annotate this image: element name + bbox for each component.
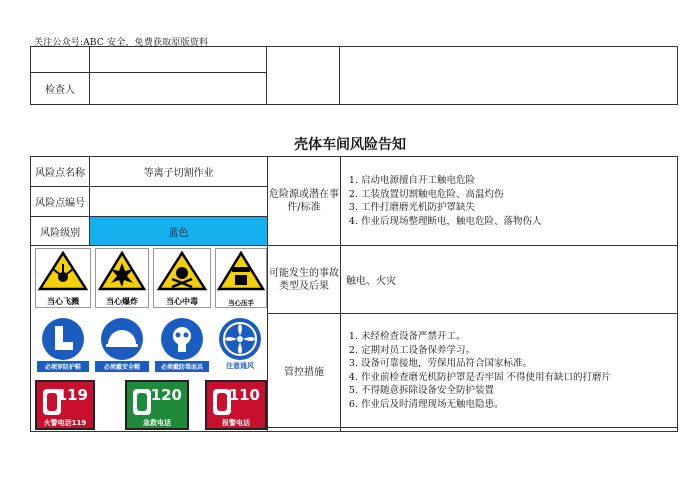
measure-item: 4. 作业前检查磨光机防护罩是否牢固 不得使用有缺口的打磨片	[361, 371, 677, 385]
label-hazard-source: 危险源或潜在事件/标准	[268, 157, 341, 246]
emergency-number: 120	[150, 386, 182, 404]
label-risk-level: 风险级别	[31, 217, 90, 246]
label-risk-point-name: 风险点名称	[31, 157, 90, 187]
value-risk-point-name: 等离子切割作业	[90, 157, 268, 187]
sign-label: 必须穿防护鞋	[37, 361, 89, 372]
header-note: 关注公众号:ABC 安全，免费获取原版资料	[34, 38, 209, 48]
inspector-value[interactable]	[90, 73, 267, 105]
spacer-cell-a	[268, 427, 341, 431]
measure-item: 3. 设备可靠接地，劳保用品符合国家标准。	[361, 357, 677, 371]
sign-label: 当心中毒	[166, 297, 198, 306]
hand-crush-warning-icon	[216, 249, 266, 293]
sign-label: 当心飞溅	[47, 297, 79, 306]
sign-ventilation	[215, 316, 265, 372]
page-title: 壳体车间风险告知	[294, 137, 406, 153]
ventilation-fan-icon	[215, 316, 265, 362]
hazard-item: 4. 作业后现场整理断电，触电危险、落物伤人	[361, 215, 677, 229]
poison-warning-icon	[154, 249, 210, 293]
hazard-item: 2. 工装放置切割触电危险、高温灼伤	[361, 188, 677, 202]
measure-item: 2. 定期对员工设备保养学习。	[361, 344, 677, 358]
hazard-item: 3. 工件打磨磨光机防护罩缺失	[361, 201, 677, 215]
gas-mask-icon	[155, 316, 209, 362]
measure-item: 6. 作业后及时清理现场无触电隐患。	[361, 398, 677, 412]
label-control-measures: 管控措施	[268, 314, 341, 427]
emergency-label: 急救电话	[143, 419, 171, 427]
top-cell-empty-a	[31, 47, 90, 73]
sign-emergency-call	[35, 380, 95, 430]
emergency-label: 报警电话	[222, 419, 250, 427]
sign-label: 注意通风	[215, 360, 265, 372]
inspector-label: 检查人	[31, 73, 90, 105]
signs-grid	[31, 246, 267, 431]
safety-signs-area	[31, 246, 268, 432]
top-cell-empty-b	[90, 47, 267, 73]
hazard-item: 1. 启动电源擅自开工触电危险	[361, 174, 677, 188]
emergency-number: 119	[56, 386, 88, 404]
measure-list-cell	[341, 314, 678, 427]
sign-label: 必须戴安全帽	[95, 361, 149, 372]
measure-list	[345, 330, 677, 411]
value-possible-accidents: 触电、火灾	[341, 246, 678, 314]
sign-explosion	[95, 248, 149, 308]
top-cell-empty-d	[340, 47, 678, 105]
sign-gas-mask	[155, 316, 209, 372]
measure-item: 1. 未经检查设备严禁开工。	[361, 330, 677, 344]
sign-safety-shoes	[37, 316, 89, 372]
hazard-list	[345, 174, 677, 228]
sign-label: 当心爆炸	[106, 297, 138, 306]
sign-emergency-call	[125, 380, 189, 430]
spatter-warning-icon	[36, 249, 90, 293]
measure-item: 5. 不得随意拆除设备安全防护装置	[361, 384, 677, 398]
hazard-list-cell	[341, 157, 678, 246]
sign-spatter	[35, 248, 91, 308]
safety-helmet-icon	[95, 316, 149, 362]
emergency-label: 火警电话119	[43, 419, 87, 427]
value-risk-point-no	[90, 187, 268, 217]
top-cell-empty-c	[267, 47, 340, 105]
sign-poison	[153, 248, 211, 308]
safety-shoes-icon	[37, 316, 89, 362]
sign-label: 当心压手	[228, 299, 254, 307]
risk-table	[30, 156, 678, 432]
telephone-icon	[131, 387, 153, 417]
emergency-number: 110	[228, 386, 260, 404]
sign-label: 必须戴防毒面具	[155, 361, 209, 372]
sign-hand-crush	[215, 248, 267, 308]
top-table	[30, 46, 678, 105]
explosion-warning-icon	[96, 249, 148, 293]
spacer-cell-b	[341, 427, 678, 431]
value-risk-level: 蓝色	[90, 217, 268, 246]
label-possible-accidents: 可能发生的事故类型及后果	[268, 246, 341, 314]
sign-emergency-call	[205, 380, 267, 430]
label-risk-point-no: 风险点编号	[31, 187, 90, 217]
sign-safety-helmet	[95, 316, 149, 372]
